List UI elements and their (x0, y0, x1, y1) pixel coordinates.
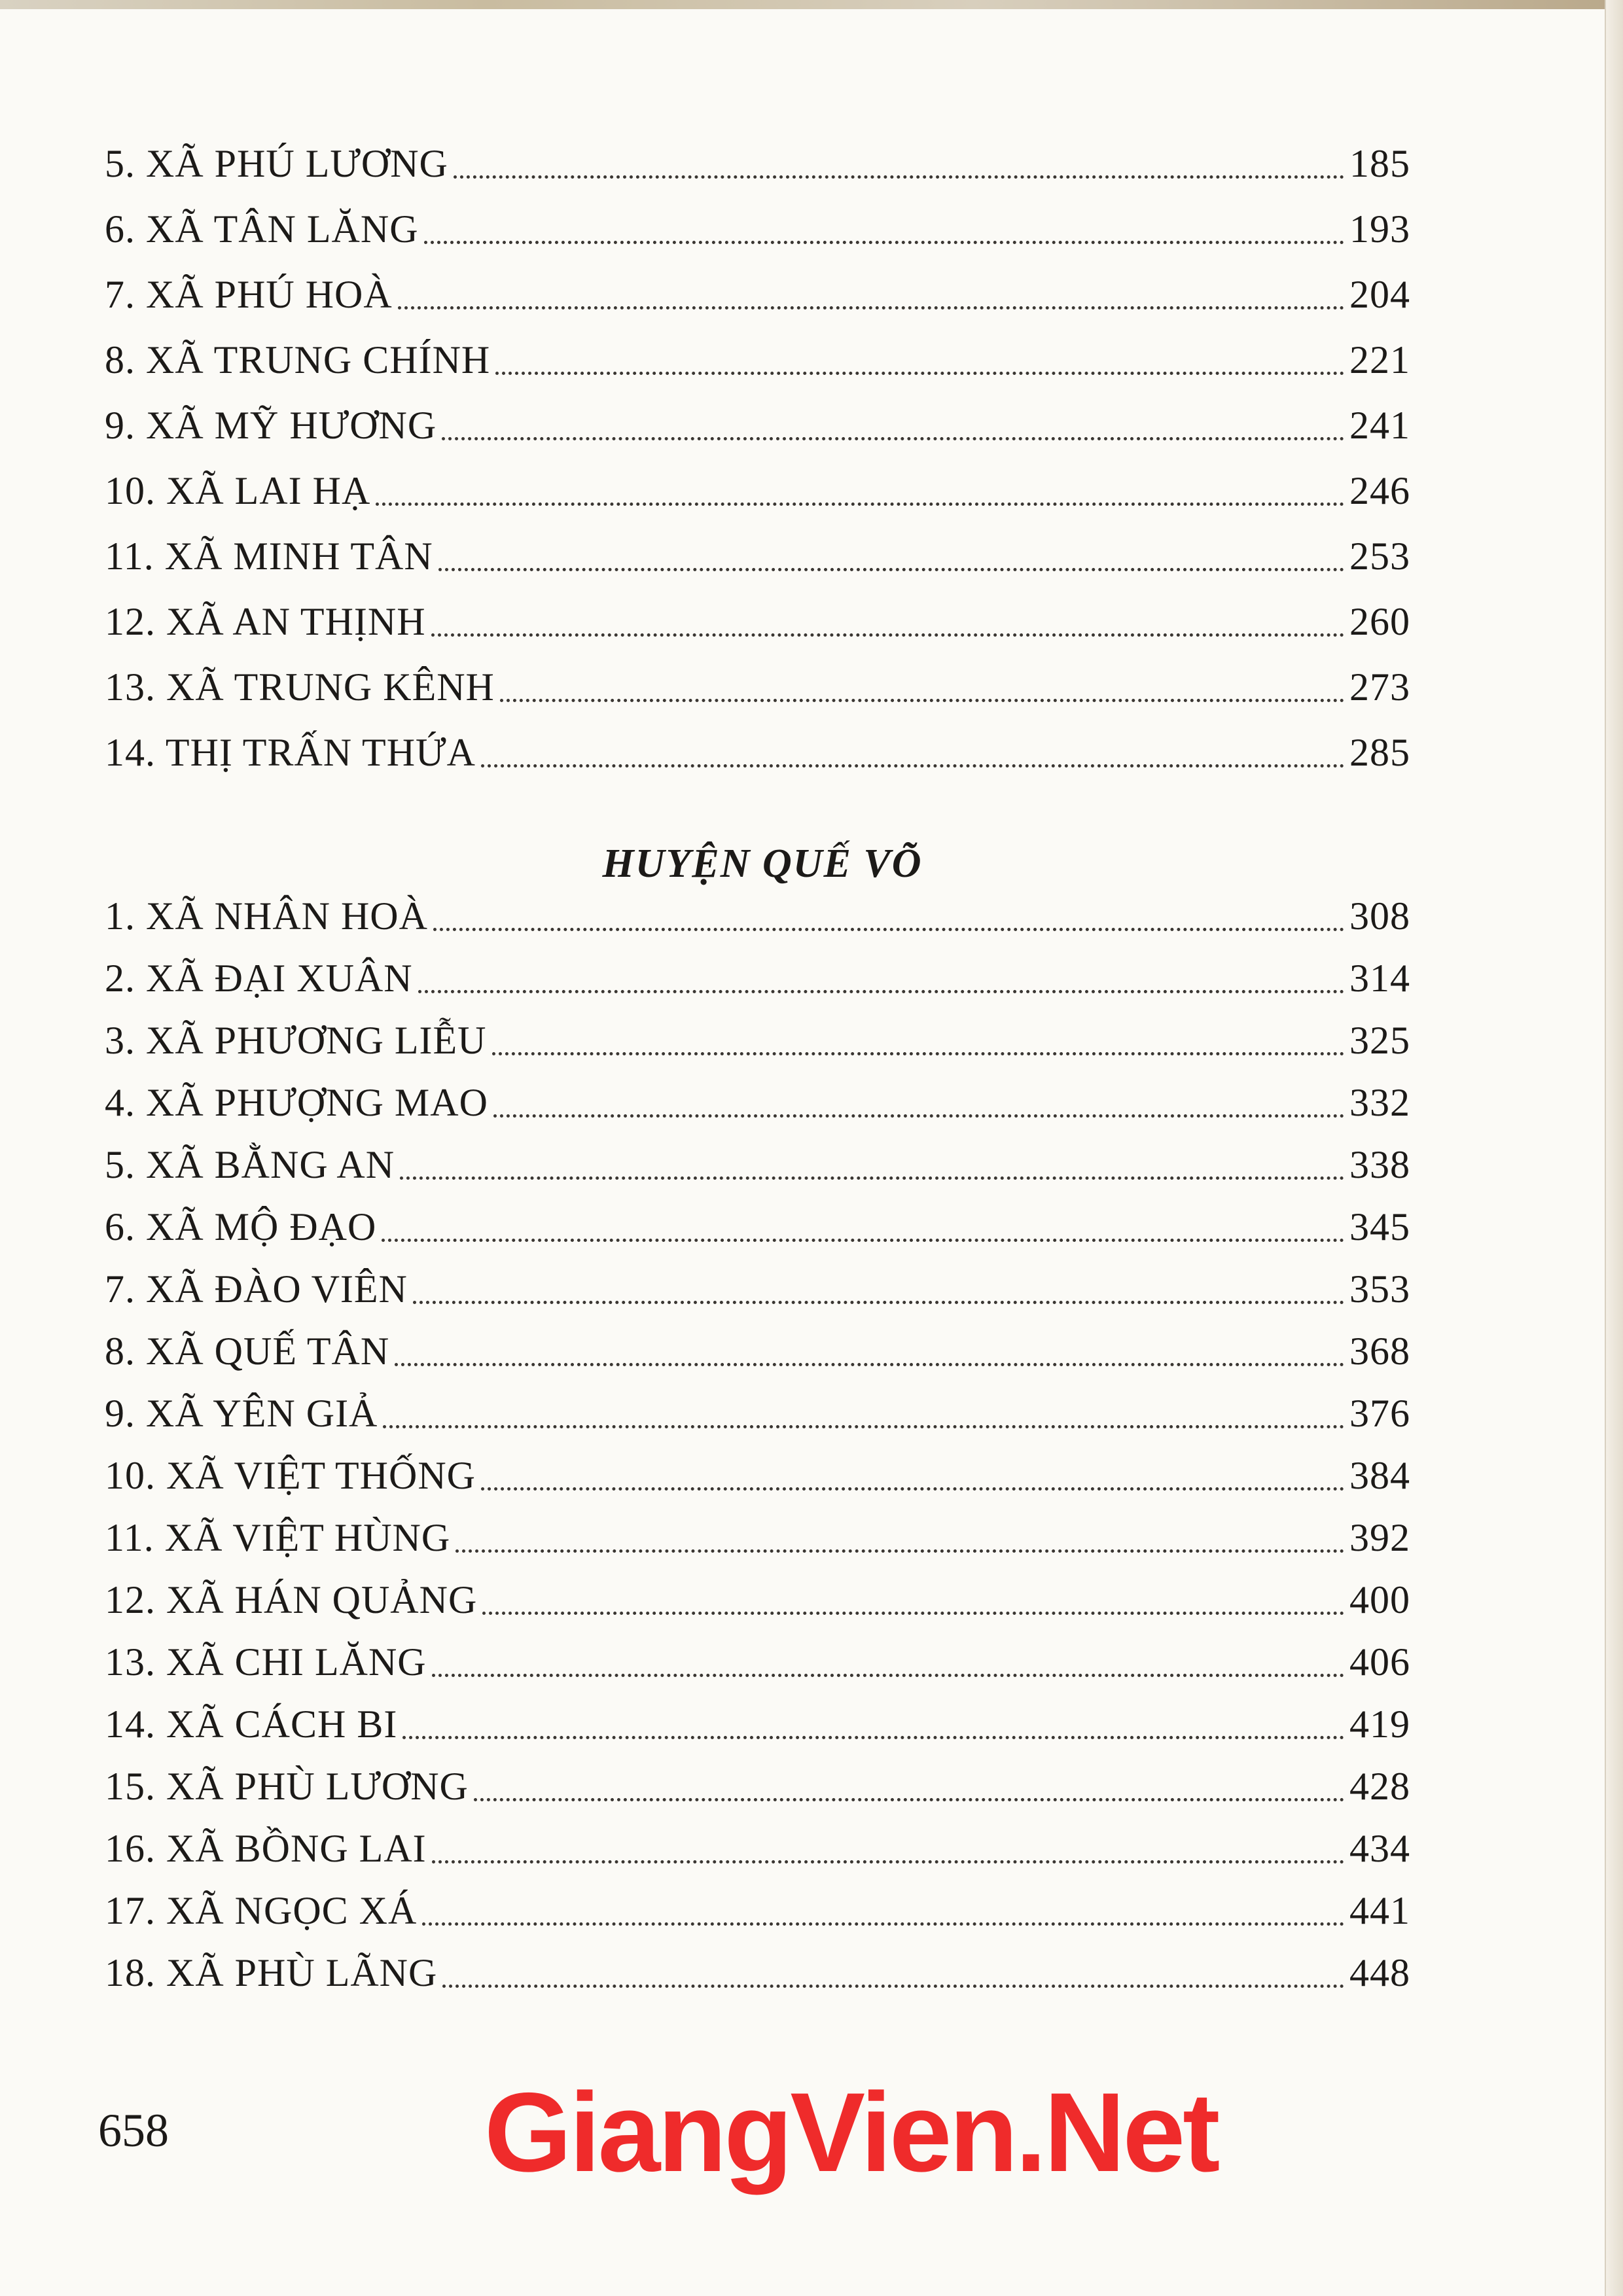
dot-leader (495, 371, 1344, 375)
toc-entry-page: 392 (1349, 1516, 1410, 1559)
toc-entry (105, 658, 1410, 710)
toc-entry (105, 723, 1410, 775)
toc-entry (105, 1322, 1410, 1374)
toc-entry-label: 5. XÃ PHÚ LƯƠNG (105, 142, 448, 185)
dot-leader (454, 175, 1344, 179)
toc-entry (105, 330, 1410, 383)
dot-leader (383, 1424, 1344, 1428)
dot-leader (482, 1611, 1344, 1615)
toc-entry (105, 200, 1410, 252)
toc-entry (105, 1384, 1410, 1436)
toc-entry (105, 1757, 1410, 1809)
toc-entry-page: 285 (1349, 731, 1410, 774)
dot-leader (376, 502, 1344, 506)
toc-entry-label: 6. XÃ MỘ ĐẠO (105, 1205, 377, 1248)
toc-entry-label: 11. XÃ MINH TÂN (105, 535, 433, 578)
toc-entry (105, 1135, 1410, 1188)
page-top-edge (0, 0, 1623, 9)
page-number: 658 (98, 2104, 169, 2157)
toc-entry-page: 332 (1349, 1081, 1410, 1124)
dot-leader (398, 306, 1344, 309)
dot-leader (492, 1051, 1344, 1055)
dot-leader (474, 1797, 1344, 1801)
toc-entry-label: 7. XÃ PHÚ HOÀ (105, 273, 393, 316)
dot-leader (481, 1487, 1344, 1491)
toc-entry-label: 12. XÃ HÁN QUẢNG (105, 1578, 478, 1621)
toc-entry (105, 1819, 1410, 1871)
toc-entry-label: 18. XÃ PHÙ LÃNG (105, 1951, 438, 1994)
toc-entry (105, 1633, 1410, 1685)
toc-entry-page: 434 (1349, 1827, 1410, 1870)
dot-leader (424, 240, 1344, 244)
dot-leader (493, 1114, 1344, 1118)
dot-leader (442, 1984, 1344, 1988)
dot-leader (395, 1362, 1344, 1366)
toc-entry-page: 193 (1349, 207, 1410, 251)
toc-entry (105, 461, 1410, 514)
toc-entry-label: 17. XÃ NGỌC XÁ (105, 1889, 418, 1932)
toc-entry-label: 4. XÃ PHƯỢNG MAO (105, 1081, 488, 1124)
toc-entry-label: 10. XÃ LAI HẠ (105, 469, 371, 512)
dot-leader (433, 927, 1344, 931)
toc-entry-label: 1. XÃ NHÂN HOÀ (105, 894, 428, 938)
toc-entry (105, 396, 1410, 448)
toc-entry-label: 15. XÃ PHÙ LƯƠNG (105, 1765, 469, 1808)
toc-entry-label: 16. XÃ BỒNG LAI (105, 1827, 427, 1870)
toc-entry-label: 9. XÃ YÊN GIẢ (105, 1392, 378, 1435)
page-binding-edge (1605, 0, 1623, 2296)
dot-leader (402, 1735, 1344, 1739)
toc-entry (105, 1508, 1410, 1561)
toc-entry-page: 384 (1349, 1454, 1410, 1497)
dot-leader (432, 1860, 1344, 1863)
toc-entry-page: 246 (1349, 469, 1410, 512)
toc-entry (105, 1197, 1410, 1250)
toc-entry-label: 13. XÃ CHI LĂNG (105, 1640, 427, 1684)
watermark-logo: GiangVien.Net (484, 2070, 1218, 2195)
toc-entry-page: 448 (1349, 1951, 1410, 1994)
dot-leader (438, 567, 1344, 571)
toc-entry (105, 265, 1410, 317)
toc-entry-page: 253 (1349, 535, 1410, 578)
toc-entry-page: 308 (1349, 894, 1410, 938)
toc-entry-page: 368 (1349, 1330, 1410, 1373)
toc-entry-label: 5. XÃ BẰNG AN (105, 1143, 395, 1186)
dot-leader (382, 1238, 1344, 1242)
toc-entry-page: 419 (1349, 1703, 1410, 1746)
toc-entry-label: 10. XÃ VIỆT THỐNG (105, 1454, 476, 1497)
toc-entry-label: 14. XÃ CÁCH BI (105, 1703, 398, 1746)
toc-entry-page: 428 (1349, 1765, 1410, 1808)
toc-entry-page: 345 (1349, 1205, 1410, 1248)
dot-leader (442, 436, 1344, 440)
toc-entry-page: 400 (1349, 1578, 1410, 1621)
dot-leader (431, 633, 1344, 637)
toc-entry (105, 592, 1410, 645)
toc-entry-label: 9. XÃ MỸ HƯƠNG (105, 404, 437, 447)
toc-entry (105, 949, 1410, 1001)
toc-entry (105, 887, 1410, 939)
toc-entry-label: 8. XÃ TRUNG CHÍNH (105, 338, 491, 381)
toc-entry-label: 14. THỊ TRẤN THỨA (105, 731, 476, 774)
toc-entry-label: 7. XÃ ĐÀO VIÊN (105, 1267, 408, 1311)
dot-leader (413, 1300, 1344, 1304)
toc-entry-page: 204 (1349, 273, 1410, 316)
toc-entry-page: 314 (1349, 957, 1410, 1000)
toc-entry-label: 12. XÃ AN THỊNH (105, 600, 426, 643)
toc-entry-page: 273 (1349, 665, 1410, 709)
toc-entry-page: 185 (1349, 142, 1410, 185)
dot-leader (455, 1549, 1344, 1553)
toc-entry-label: 8. XÃ QUẾ TÂN (105, 1330, 390, 1373)
toc-entry-label: 6. XÃ TÂN LĂNG (105, 207, 419, 251)
toc-entry-page: 353 (1349, 1267, 1410, 1311)
toc-entry-page: 338 (1349, 1143, 1410, 1186)
dot-leader (418, 989, 1344, 993)
toc-entry (105, 1011, 1410, 1063)
toc-entry-page: 376 (1349, 1392, 1410, 1435)
toc-entry (105, 1695, 1410, 1747)
toc-entry (105, 1570, 1410, 1623)
dot-leader (432, 1673, 1344, 1677)
toc-entry-label: 11. XÃ VIỆT HÙNG (105, 1516, 451, 1559)
toc-entry (105, 1943, 1410, 1996)
dot-leader (500, 698, 1344, 702)
toc-entry (105, 1073, 1410, 1125)
toc-entry-page: 221 (1349, 338, 1410, 381)
toc-entry-label: 2. XÃ ĐẠI XUÂN (105, 957, 413, 1000)
toc-entry (105, 1260, 1410, 1312)
dot-leader (400, 1176, 1344, 1180)
toc-entry-page: 441 (1349, 1889, 1410, 1932)
toc-entry-page: 325 (1349, 1019, 1410, 1062)
dot-leader (481, 764, 1344, 768)
toc-entry (105, 134, 1410, 186)
toc-entry (105, 1881, 1410, 1934)
toc-entry (105, 527, 1410, 579)
toc-entry-label: 3. XÃ PHƯƠNG LIỄU (105, 1019, 487, 1062)
section-heading: HUYỆN QUẾ VÕ (602, 841, 923, 886)
toc-entry-page: 260 (1349, 600, 1410, 643)
toc-entry (105, 1446, 1410, 1498)
toc-entry-page: 406 (1349, 1640, 1410, 1684)
toc-entry-page: 241 (1349, 404, 1410, 447)
dot-leader (422, 1922, 1344, 1926)
toc-entry-label: 13. XÃ TRUNG KÊNH (105, 665, 495, 709)
